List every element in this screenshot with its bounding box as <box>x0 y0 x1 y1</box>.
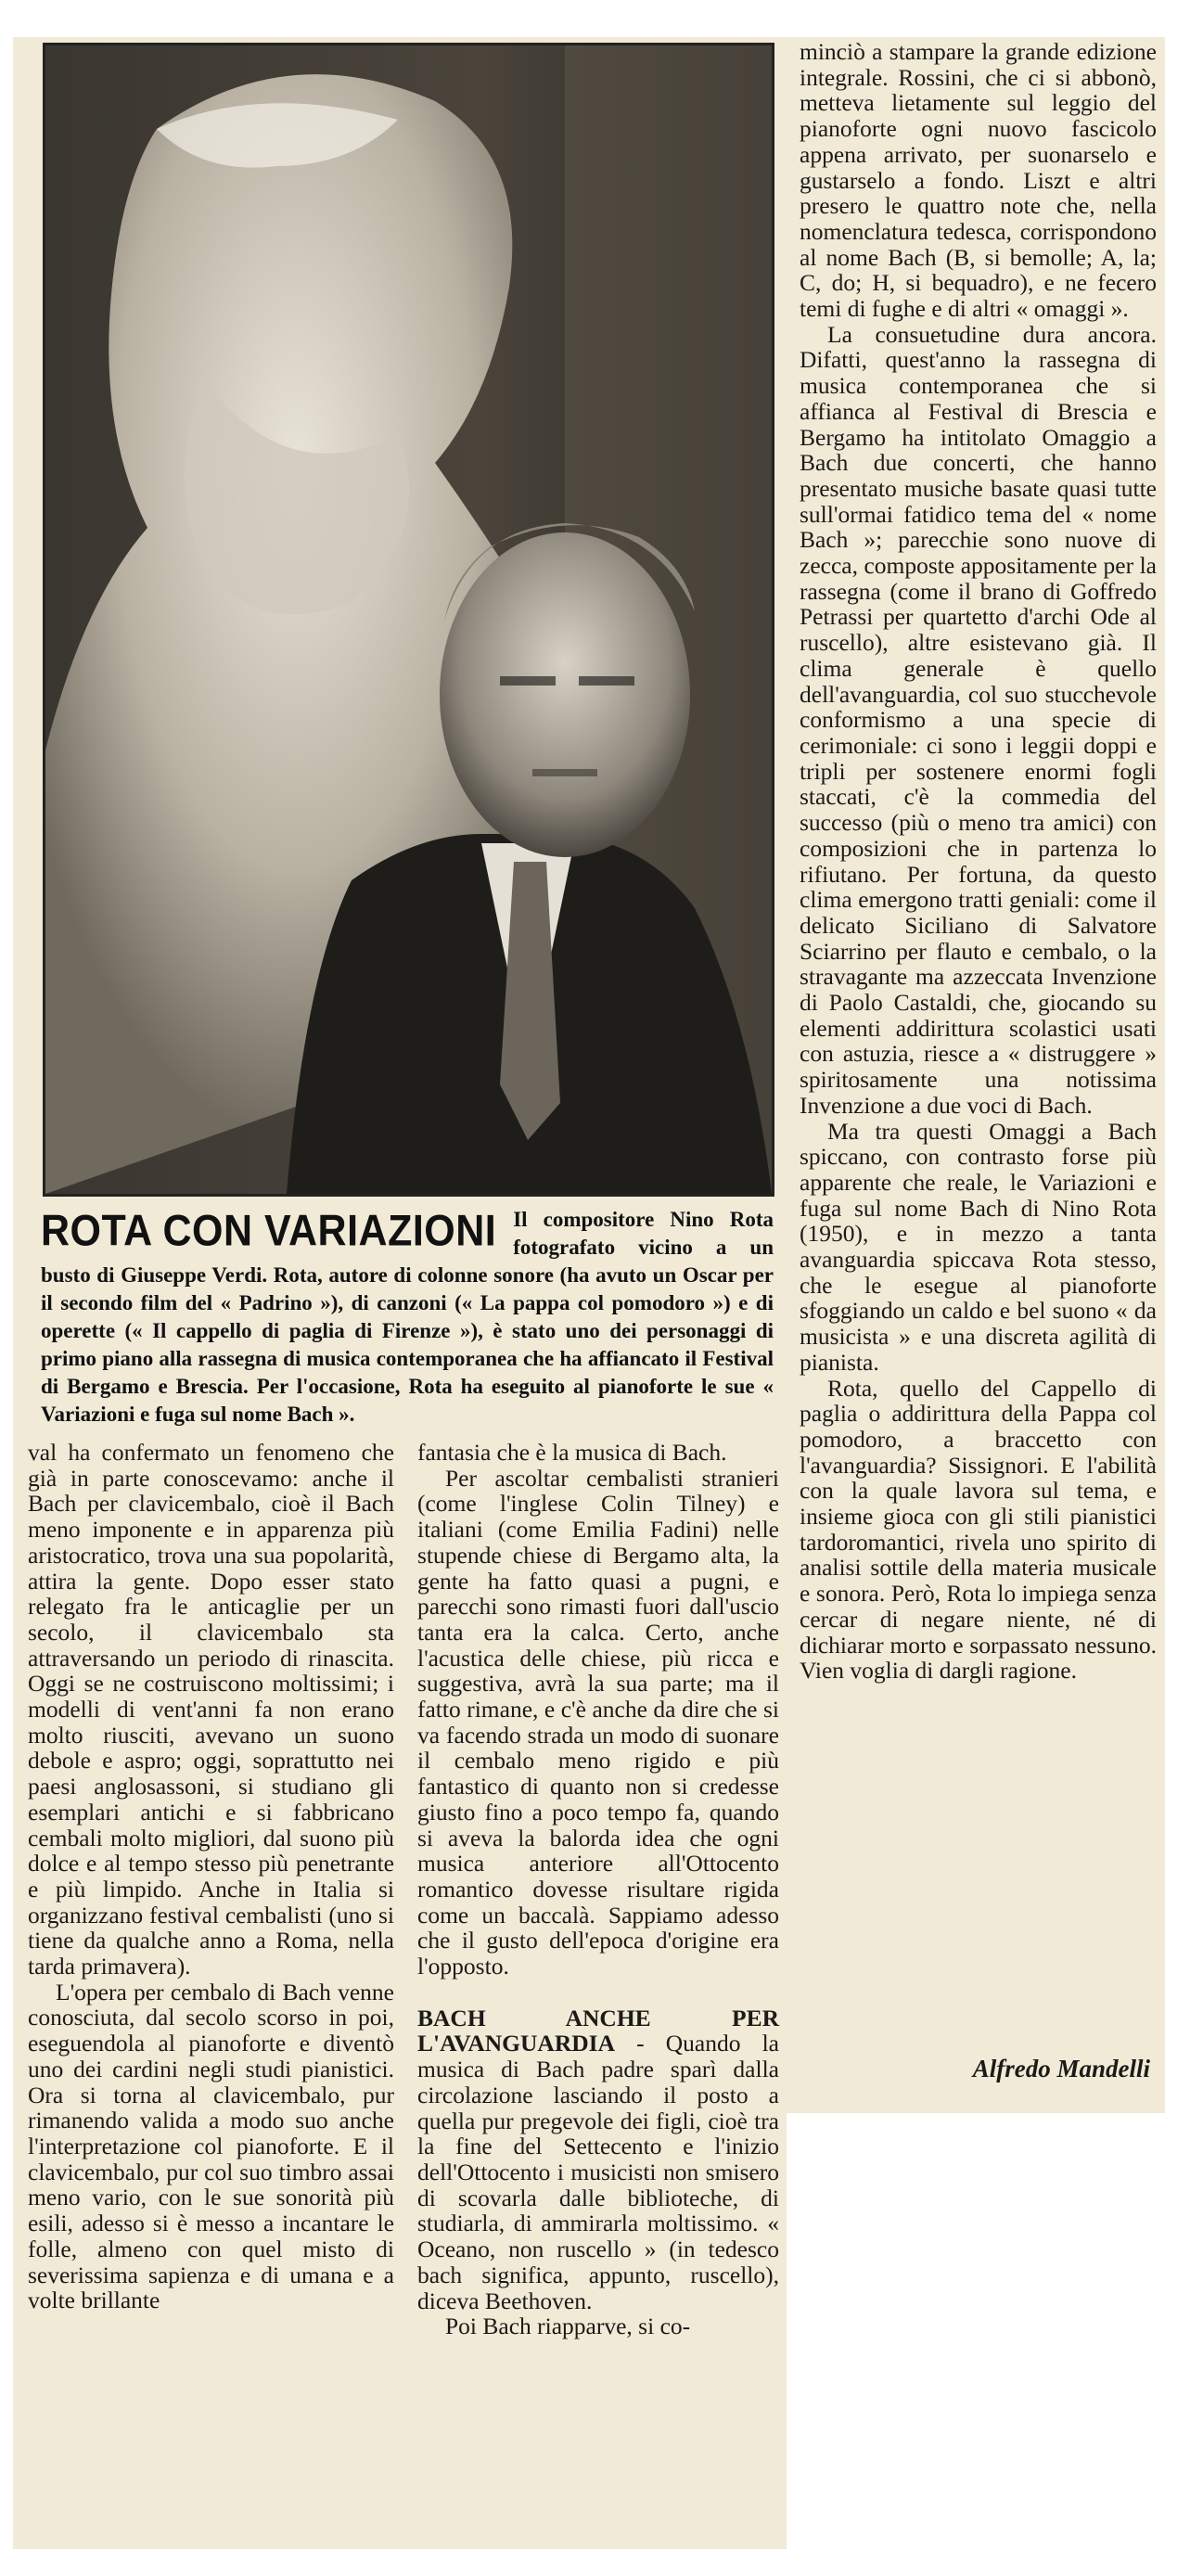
byline: Alfredo Mandelli <box>972 2055 1150 2083</box>
photo-rota-verdi-bust <box>43 43 774 1197</box>
paragraph: Per ascoltar cembalisti stranieri (come l'inglese Colin Tilney) e italiani (come Emilia Fadini) nelle stupende chiese di Bergamo alta, la gente ha fatto quasi a pugni, e parecchi sono rimasti fuori dall'uscio tanta era la calca. Certo, anche l'acustica delle chiese, più ricca e suggestiva, avrà la sua parte; ma il fatto rimane, e c'è anche da dire che si va facendo strada un modo di suonare il cembalo meno rigido e più fantastico di quanto non si credesse giusto fino a poco tempo fa, quando si aveva la balorda idea che ogni musica anteriore all'Ottocento romantico dovesse risultare rigida come un baccalà. Sappiamo adesso che il gusto dell'epoca d'origine era l'opposto. <box>417 1464 779 1980</box>
paragraph-text: - Quando la musica di Bach padre sparì dalla circolazione lasciando il posto a quella pur pregevole dei figli, cioè tra la fine del Settecento e l'inizio dell'Ottocento i musicisti non smisero di scovarla dalle biblioteche, di studiarla, di ammirarla moltissimo. « Oceano, non ruscello » (in tedesco bach significa, appunto, ruscello), diceva Beethoven. <box>417 2030 779 2314</box>
photo-portrait-icon <box>45 45 772 1194</box>
paragraph: Ma tra questi Omaggi a Bach spiccano, con contrasto forse più apparente che reale, le Variazioni e fuga sul nome Bach di Nino Rota (1950), e in mezzo a tanta avanguardia spiccava Rota stesso, che le esegue al pianoforte sfoggiando un caldo e bel suono « da musicista » e una discreta agilità di pianista. <box>800 1117 1157 1376</box>
spacer <box>417 1980 779 2006</box>
column-2 <box>417 1440 779 2544</box>
paragraph: La consuetudine dura ancora. Difatti, quest'anno la rassegna di musica contemporanea che si affianca al Festival di Brescia e Bergamo ha intitolato Omaggio a Bach due concerti, che hanno presentato musiche basate quasi tutte sull'ormai fatidico tema del « nome Bach »; parecchie sono nuove di zecca, composte appositamente per la rassegna (come il brano di Goffredo Petrassi per quartetto d'archi Ode al ruscello), altre esistevano già. Il clima generale è quello dell'avanguardia, col suo stucchevole conformismo a una specie di cerimoniale: ci sono i leggii doppi e tripli per sostenere enormi fogli staccati, c'è la commedia del successo (più o meno tra amici) con composizioni che in partenza lo rifiutano. Per fortuna, da questo clima emergono tratti geniali: come il delicato Siciliano di Salvatore Sciarrino per flauto e cembalo, o la stravagante ma azzeccata Invenzione di Paolo Castaldi, che, giocando su elementi addirittura scolastici usati con astuzia, riesce a « distruggere » spiritosamente una notissima Invenzione a due voci di Bach. <box>800 320 1157 1119</box>
paragraph: fantasia che è la musica di Bach. <box>417 1439 727 1466</box>
paragraph: val ha confermato un fenomeno che già in parte conoscevamo: anche il Bach per clavicembalo, cioè il Bach meno imponente e in apparenza più aristocratico, trova una sua popolarità, attira la gente. Dopo esser stato relegato fra le anticaglie per un secolo, il clavicembalo sta attraversando un periodo di rinascita. Oggi se ne costruiscono moltissimi; i modelli di vent'anni fa non erano molto riusciti, avevano un suono debole e aspro; oggi, soprattutto nei paesi anglosassoni, si studiano gli esemplari antichi e si fabbricano cembali molto migliori, dal suono più dolce e al tempo stesso più penetrante e più limpido. Anche in Italia si organizzano festival cembalisti (uno si tiene da qualche anno a Roma, nella tarda primavera). <box>28 1439 394 1980</box>
paragraph: minciò a stampare la grande edizione integrale. Rossini, che ci si abbonò, metteva lietamente sul leggio del pianoforte ogni nuovo fascicolo appena arrivato, per suonarselo e gustarselo a fondo. Liszt e altri presero le quattro note che, nella nomenclatura tedesca, corrispondono al nome Bach (B, si bemolle; A, la; C, do; H, si bequadro), e ne fecero temi di fughe e di altri « omaggi ». <box>800 38 1157 323</box>
photo-caption <box>41 1206 774 1433</box>
paragraph <box>417 2006 779 2313</box>
caption-text: Il compositore Nino Rota fotografato vicino a un busto di Giuseppe Verdi. Rota, autore di colonne sonore (ha avuto un Oscar per il secondo film del « Padrino »), di canzoni (« La pappa col pomodoro ») e di operette (« Il cappello di paglia di Firenze »), è stato uno dei personaggi di primo piano alla rassegna di musica contemporanea che ha affiancato il Festival di Bergamo e Brescia. Per l'occasione, Rota ha eseguito al pianoforte le sue « Variazioni e fuga sul nome Bach ». <box>41 1208 774 1426</box>
column-right <box>800 39 1157 2084</box>
column-1 <box>28 1440 394 2544</box>
headline: ROTA CON VARIAZIONI <box>41 1206 497 1256</box>
paragraph: Rota, quello del Cappello di paglia o addirittura della Pappa col pomodoro, a braccetto con l'avanguardia? Sissignori. E l'abilità con la quale lavora sul tema, e insieme gioca con gli stili pianistici tardoromantici, rivela uno spirito di analisi sottile della materia musicale e sonora. Però, Rota lo impiega senza cercar di negare niente, né di dichiarar morto e sorpassato nessuno. Vien voglia di dargli ragione. <box>800 1374 1157 1685</box>
paragraph: L'opera per cembalo di Bach venne conosciuta, dal secolo scorso in poi, eseguendola al pianoforte e diventò uno dei cardini negli studi pianistici. Ora si torna al clavicembalo, pur rimanendo valida a modo suo anche l'interpretazione col pianoforte. E il clavicembalo, pur col suo timbro assai meno vario, con le sue sonorità più esili, adesso si è messo a incantare le folle, almeno con quel misto di severissima sapienza e di umana e a volte brillante <box>28 1978 394 2314</box>
paragraph: Poi Bach riapparve, si co- <box>445 2313 691 2340</box>
subheading: BACH ANCHE PER L'AVANGUARDIA <box>417 2004 779 2057</box>
